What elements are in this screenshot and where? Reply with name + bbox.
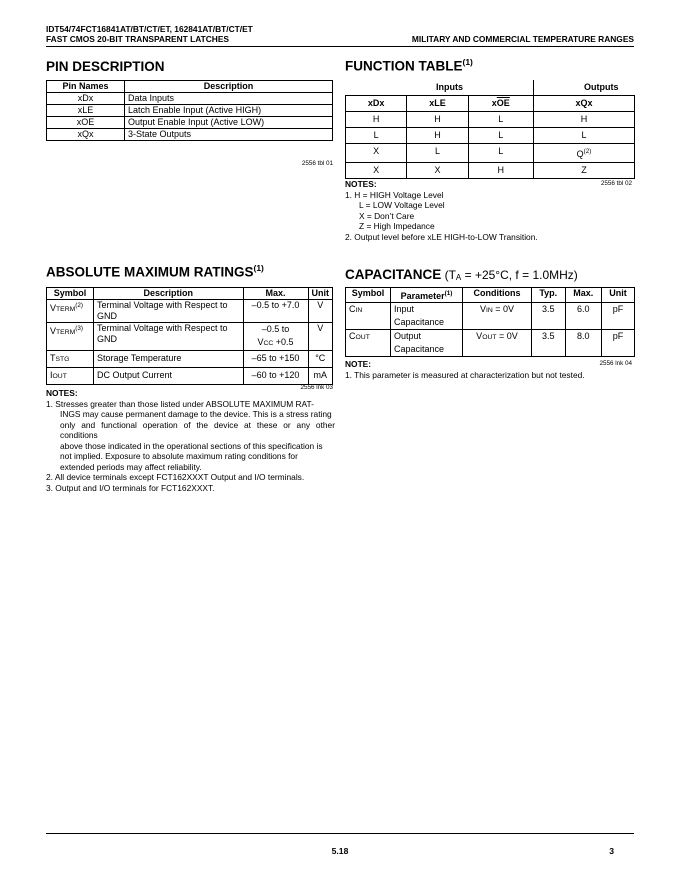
header-part-line1: IDT54/74FCT16841AT/BT/CT/ET, 162841AT/BT/CT/ET	[46, 24, 253, 34]
typ-header: Typ.	[532, 288, 566, 303]
max-header: Max.	[243, 288, 308, 300]
table-row	[47, 323, 333, 351]
note-line: 2. All device terminals except FCT162XXXT Output and I/O terminals.	[46, 472, 305, 482]
conditions-cell: VIN = 0V	[463, 303, 532, 330]
capacitance-title: CAPACITANCE ($T_A = +25^\circ C$, f = 1.0MHz)	[345, 267, 578, 282]
note-line: X = Don’t Care	[359, 210, 415, 221]
max-cell: 6.0	[565, 303, 601, 330]
col-xqx: xQx	[533, 96, 634, 112]
max-header: Max.	[565, 288, 601, 303]
abs-max-title: ABSOLUTE MAXIMUM RATINGS$^{(1)}$	[46, 263, 264, 280]
table-row	[47, 93, 333, 105]
cell: $Q^{(2)}$	[533, 144, 634, 163]
desc-col-header: Description	[125, 81, 333, 93]
note-line: only and functional operation of the device at these or any other conditions	[60, 419, 335, 440]
cell: L	[468, 144, 533, 163]
description-header: Description	[94, 288, 244, 300]
cell: L	[468, 128, 533, 144]
table-row	[346, 303, 635, 330]
max-cell: 8.0	[565, 330, 601, 357]
table-row	[346, 163, 635, 179]
table-row	[47, 129, 333, 141]
note-line: 2. Output level before xLE HIGH-to-LOW Transition.	[345, 231, 538, 242]
notes-label: NOTE:	[345, 359, 372, 369]
abs-max-notes	[46, 388, 335, 493]
note-line: 1. Stresses greater than those listed under ABSOLUTE MAXIMUM RAT-	[46, 398, 314, 409]
outputs-group-header: Outputs	[533, 80, 634, 96]
note-line: 1. H = HIGH Voltage Level	[345, 189, 444, 200]
unit-header: Unit	[601, 288, 634, 303]
function-table-notes	[345, 179, 635, 242]
notes-label: NOTES:	[46, 388, 78, 398]
table-row	[346, 330, 635, 357]
parameter-header: Parameter$^{(1)}$	[391, 288, 463, 303]
cell: L	[407, 144, 468, 163]
table-row	[346, 144, 635, 163]
pin-desc: 3-State Outputs	[125, 129, 333, 141]
description-cell: DC Output Current	[94, 368, 244, 385]
table-row	[346, 112, 635, 128]
cell: X	[346, 163, 407, 179]
capacitance-ref: 2556 lnk 04	[599, 360, 632, 367]
cell: Z	[533, 163, 634, 179]
footer-section-number: 5.18	[331, 846, 349, 856]
symbol-cell: VTERM$^{(2)}$	[47, 300, 94, 323]
typ-cell: 3.5	[532, 330, 566, 357]
cell: H	[533, 112, 634, 128]
cell: X	[346, 144, 407, 163]
cell: H	[407, 128, 468, 144]
note-line: not implied. Exposure to absolute maximum rating conditions for	[60, 451, 298, 461]
col-xdx: xDx	[346, 96, 407, 112]
max-cell: –65 to +150	[243, 351, 308, 368]
cell: H	[407, 112, 468, 128]
header-part-line2: FAST CMOS 20-BIT TRANSPARENT LATCHES	[46, 34, 230, 44]
description-cell: Terminal Voltage with Respect to GND	[94, 323, 244, 351]
header-range: MILITARY AND COMMERCIAL TEMPERATURE RANGES	[411, 34, 634, 44]
table-row	[47, 117, 333, 129]
cell: L	[346, 128, 407, 144]
symbol-cell: IOUT	[47, 368, 94, 385]
parameter-cell: Output Capacitance	[391, 330, 463, 357]
note-line: 3. Output and I/O terminals for FCT162XXXT.	[46, 482, 215, 493]
pin-desc: Output Enable Input (Active LOW)	[125, 117, 333, 129]
unit-header: Unit	[308, 288, 333, 300]
typ-cell: 3.5	[532, 303, 566, 330]
unit-cell: V	[308, 323, 333, 351]
conditions-header: Conditions	[463, 288, 532, 303]
footer-rule	[46, 833, 634, 834]
table-row	[346, 128, 635, 144]
note-line: 1. This parameter is measured at characterization but not tested.	[345, 369, 585, 380]
pin-desc: Data Inputs	[125, 93, 333, 105]
unit-cell: pF	[601, 330, 634, 357]
note-line: Z = High Impedance	[359, 221, 435, 231]
unit-cell: pF	[601, 303, 634, 330]
pin-name: $x\overline{OE}$	[47, 117, 125, 129]
note-line: L = LOW Voltage Level	[359, 200, 445, 210]
unit-cell: mA	[308, 368, 333, 385]
symbol-header: Symbol	[47, 288, 94, 300]
note-line: extended periods may affect reliability.	[60, 461, 202, 472]
inputs-group-header: Inputs	[346, 80, 534, 96]
parameter-cell: Input Capacitance	[391, 303, 463, 330]
col-xle: xLE	[407, 96, 468, 112]
capacitance-table	[345, 287, 635, 357]
note-line: INGS may cause permanent damage to the device. This is a stress rating	[60, 409, 332, 419]
max-cell: –0.5 to VCC +0.5	[243, 323, 308, 351]
pin-table-ref: 2556 tbl 01	[301, 160, 333, 167]
conditions-cell: VOUT = 0V	[463, 330, 532, 357]
cell: L	[533, 128, 634, 144]
header-rule	[46, 46, 634, 47]
pin-description-title: PIN DESCRIPTION	[46, 59, 165, 74]
table-row	[47, 351, 333, 368]
pin-name: xDx	[47, 93, 125, 105]
max-cell: –0.5 to +7.0	[243, 300, 308, 323]
description-cell: Storage Temperature	[94, 351, 244, 368]
footer-page-number: 3	[609, 846, 614, 856]
notes-label: NOTES:	[345, 179, 377, 189]
max-cell: –60 to +120	[243, 368, 308, 385]
unit-cell: °C	[308, 351, 333, 368]
function-table-title: FUNCTION TABLE$^{(1)}$	[345, 57, 473, 74]
function-table	[345, 80, 635, 179]
cell: H	[468, 163, 533, 179]
table-row	[47, 368, 333, 385]
function-table-ref: 2556 tbl 02	[600, 180, 632, 187]
symbol-cell: VTERM$^{(3)}$	[47, 323, 94, 351]
table-row	[47, 105, 333, 117]
description-cell: Terminal Voltage with Respect to GND	[94, 300, 244, 323]
pin-name: xQx	[47, 129, 125, 141]
symbol-cell: COUT	[346, 330, 391, 357]
col-xoe: $x\overline{OE}$	[468, 96, 533, 112]
capacitance-notes	[345, 359, 635, 380]
symbol-header: Symbol	[346, 288, 391, 303]
abs-max-table	[46, 287, 333, 385]
pin-desc: Latch Enable Input (Active HIGH)	[125, 105, 333, 117]
pin-name: xLE	[47, 105, 125, 117]
note-line: above those indicated in the operational sections of this specification is	[60, 440, 323, 451]
cell: X	[407, 163, 468, 179]
symbol-cell: TSTG	[47, 351, 94, 368]
unit-cell: V	[308, 300, 333, 323]
cell: L	[468, 112, 533, 128]
table-row	[47, 300, 333, 323]
pin-description-table	[46, 80, 333, 141]
symbol-cell: CIN	[346, 303, 391, 330]
abs-max-ref: 2556 lnk 03	[300, 384, 333, 391]
cell: H	[346, 112, 407, 128]
pin-col-header: Pin Names	[47, 81, 125, 93]
